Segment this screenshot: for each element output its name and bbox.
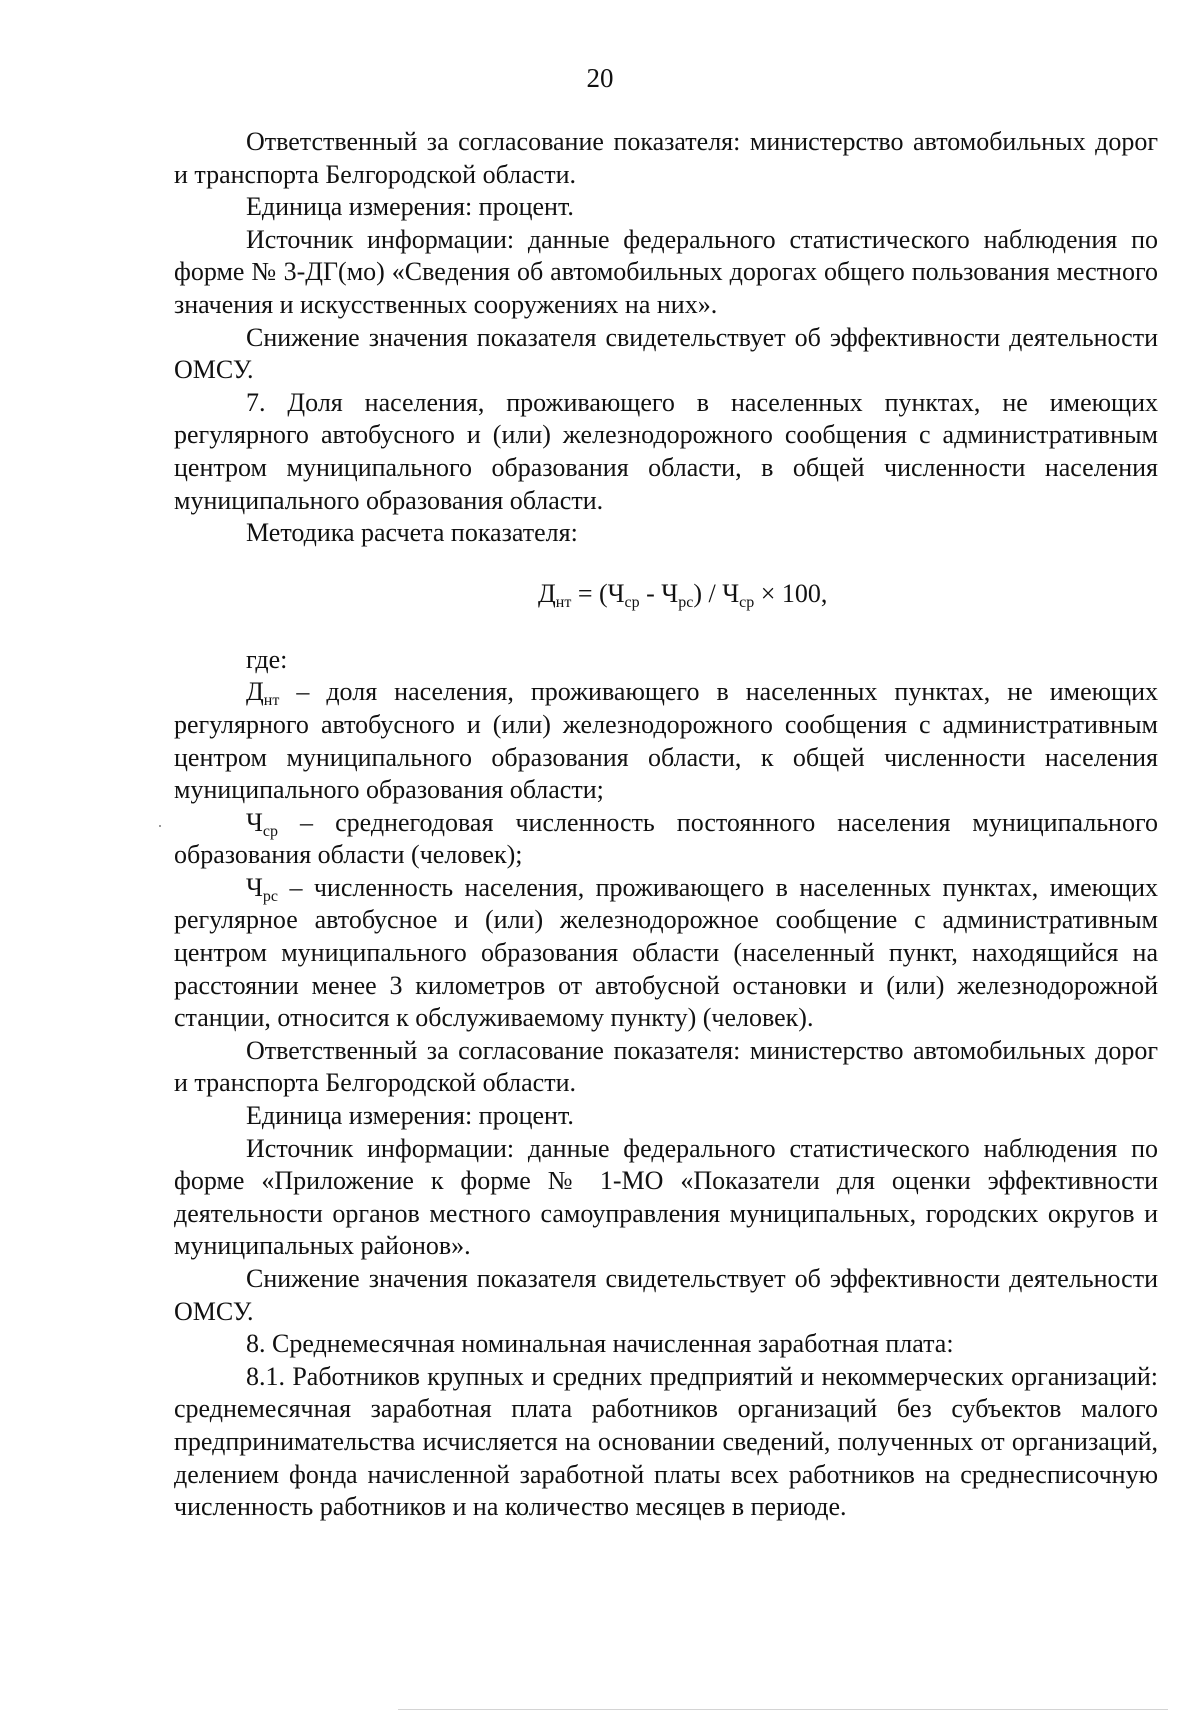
definition-dnt-sub: нт: [263, 692, 280, 710]
definition-chrs: [174, 872, 1158, 1035]
formula-lhs-sub: нт: [555, 593, 572, 611]
decrease-paragraph-7: Снижение значения показателя свидетельствует об эффективности деятельности ОМСУ.: [174, 1264, 1158, 1326]
formula-tail: × 100,: [754, 578, 828, 608]
formula-eq-open: = (Ч: [571, 578, 625, 608]
definition-dnt-symbol: Д: [246, 677, 264, 707]
document-body: [174, 126, 1158, 1524]
formula-t1-sub: ср: [624, 593, 640, 611]
indicator-7-title: 7. Доля населения, проживающего в населенных пунктах, не имеющих регулярного автобусного и (или) железнодорожного сообщения с административным центром муниципального образования области, в общей численности населения муниципального образования области.: [174, 387, 1158, 515]
method-label: Методика расчета показателя:: [246, 518, 578, 548]
page-number: 20: [586, 63, 614, 93]
source-paragraph: Источник информации: данные федерального статистического наблюдения по форме № 3-ДГ(мо) «Сведения об автомобильных дорогах общего пользования местного значения и искусственных сооружениях на них».: [174, 224, 1158, 319]
formula-div: ) / Ч: [693, 578, 740, 608]
formula: [174, 578, 1158, 610]
formula-lhs: Д: [538, 578, 556, 608]
definition-chrs-text: – численность населения, проживающего в населенных пунктах, имеющих регулярное автобусное и (или) железнодорожное сообщение с административным центром муниципального образования области (населенный пункт, находящийся на расстоянии менее 3 километров от автобусной остановки и (или) железнодорожной станции, относится к обслуживаемому пункту) (человек).: [174, 872, 1158, 1033]
definition-chrs-symbol: Ч: [246, 872, 263, 902]
definition-chsr-sub: ср: [262, 822, 279, 840]
formula-t3-sub: ср: [739, 593, 755, 611]
responsible-paragraph: Ответственный за согласование показателя: министерство автомобильных дорог и транспорта Белгородской области.: [174, 127, 1158, 189]
formula-minus: - Ч: [639, 578, 679, 608]
definition-dnt-text: – доля населения, проживающего в населенных пунктах, не имеющих регулярного автобусного и (или) железнодорожного сообщения с административным центром муниципального образования области, к общей численности населения муниципального образования области;: [174, 677, 1158, 805]
scan-speck: [159, 825, 161, 827]
definition-dnt: [174, 676, 1158, 806]
responsible-paragraph-7: Ответственный за согласование показателя: министерство автомобильных дорог и транспорта Белгородской области.: [174, 1035, 1158, 1098]
unit-paragraph-7: Единица измерения: процент.: [246, 1101, 574, 1131]
scan-edge-line: [398, 1709, 1168, 1710]
indicator-8-title: 8. Среднемесячная номинальная начисленная заработная плата:: [246, 1329, 954, 1359]
where-label: где:: [246, 644, 288, 674]
definition-chsr: [174, 807, 1158, 872]
definition-chsr-symbol: Ч: [246, 807, 263, 837]
decrease-paragraph: Снижение значения показателя свидетельствует об эффективности деятельности ОМСУ.: [174, 322, 1158, 385]
definition-chsr-text: – среднегодовая численность постоянного населения муниципального образования области (человек);: [174, 807, 1158, 870]
definition-chrs-sub: рс: [262, 887, 279, 905]
source-paragraph-7: Источник информации: данные федерального статистического наблюдения по форме «Приложение к форме № 1-МО «Показатели для оценки эффективности деятельности органов местного самоуправления муниципальных, городских округов и муниципальных районов».: [174, 1133, 1158, 1261]
unit-paragraph: Единица измерения: процент.: [246, 192, 574, 222]
formula-t2-sub: рс: [678, 593, 694, 611]
indicator-8-1-paragraph: 8.1. Работников крупных и средних предприятий и некоммерческих организаций: среднемесячная заработная плата работников организаций без субъектов малого предпринимательства исчисляется на основании сведений, полученных от организаций, делением фонда начисленной заработной платы всех работников на среднесписочную численность работников и на количество месяцев в периоде.: [174, 1361, 1158, 1522]
